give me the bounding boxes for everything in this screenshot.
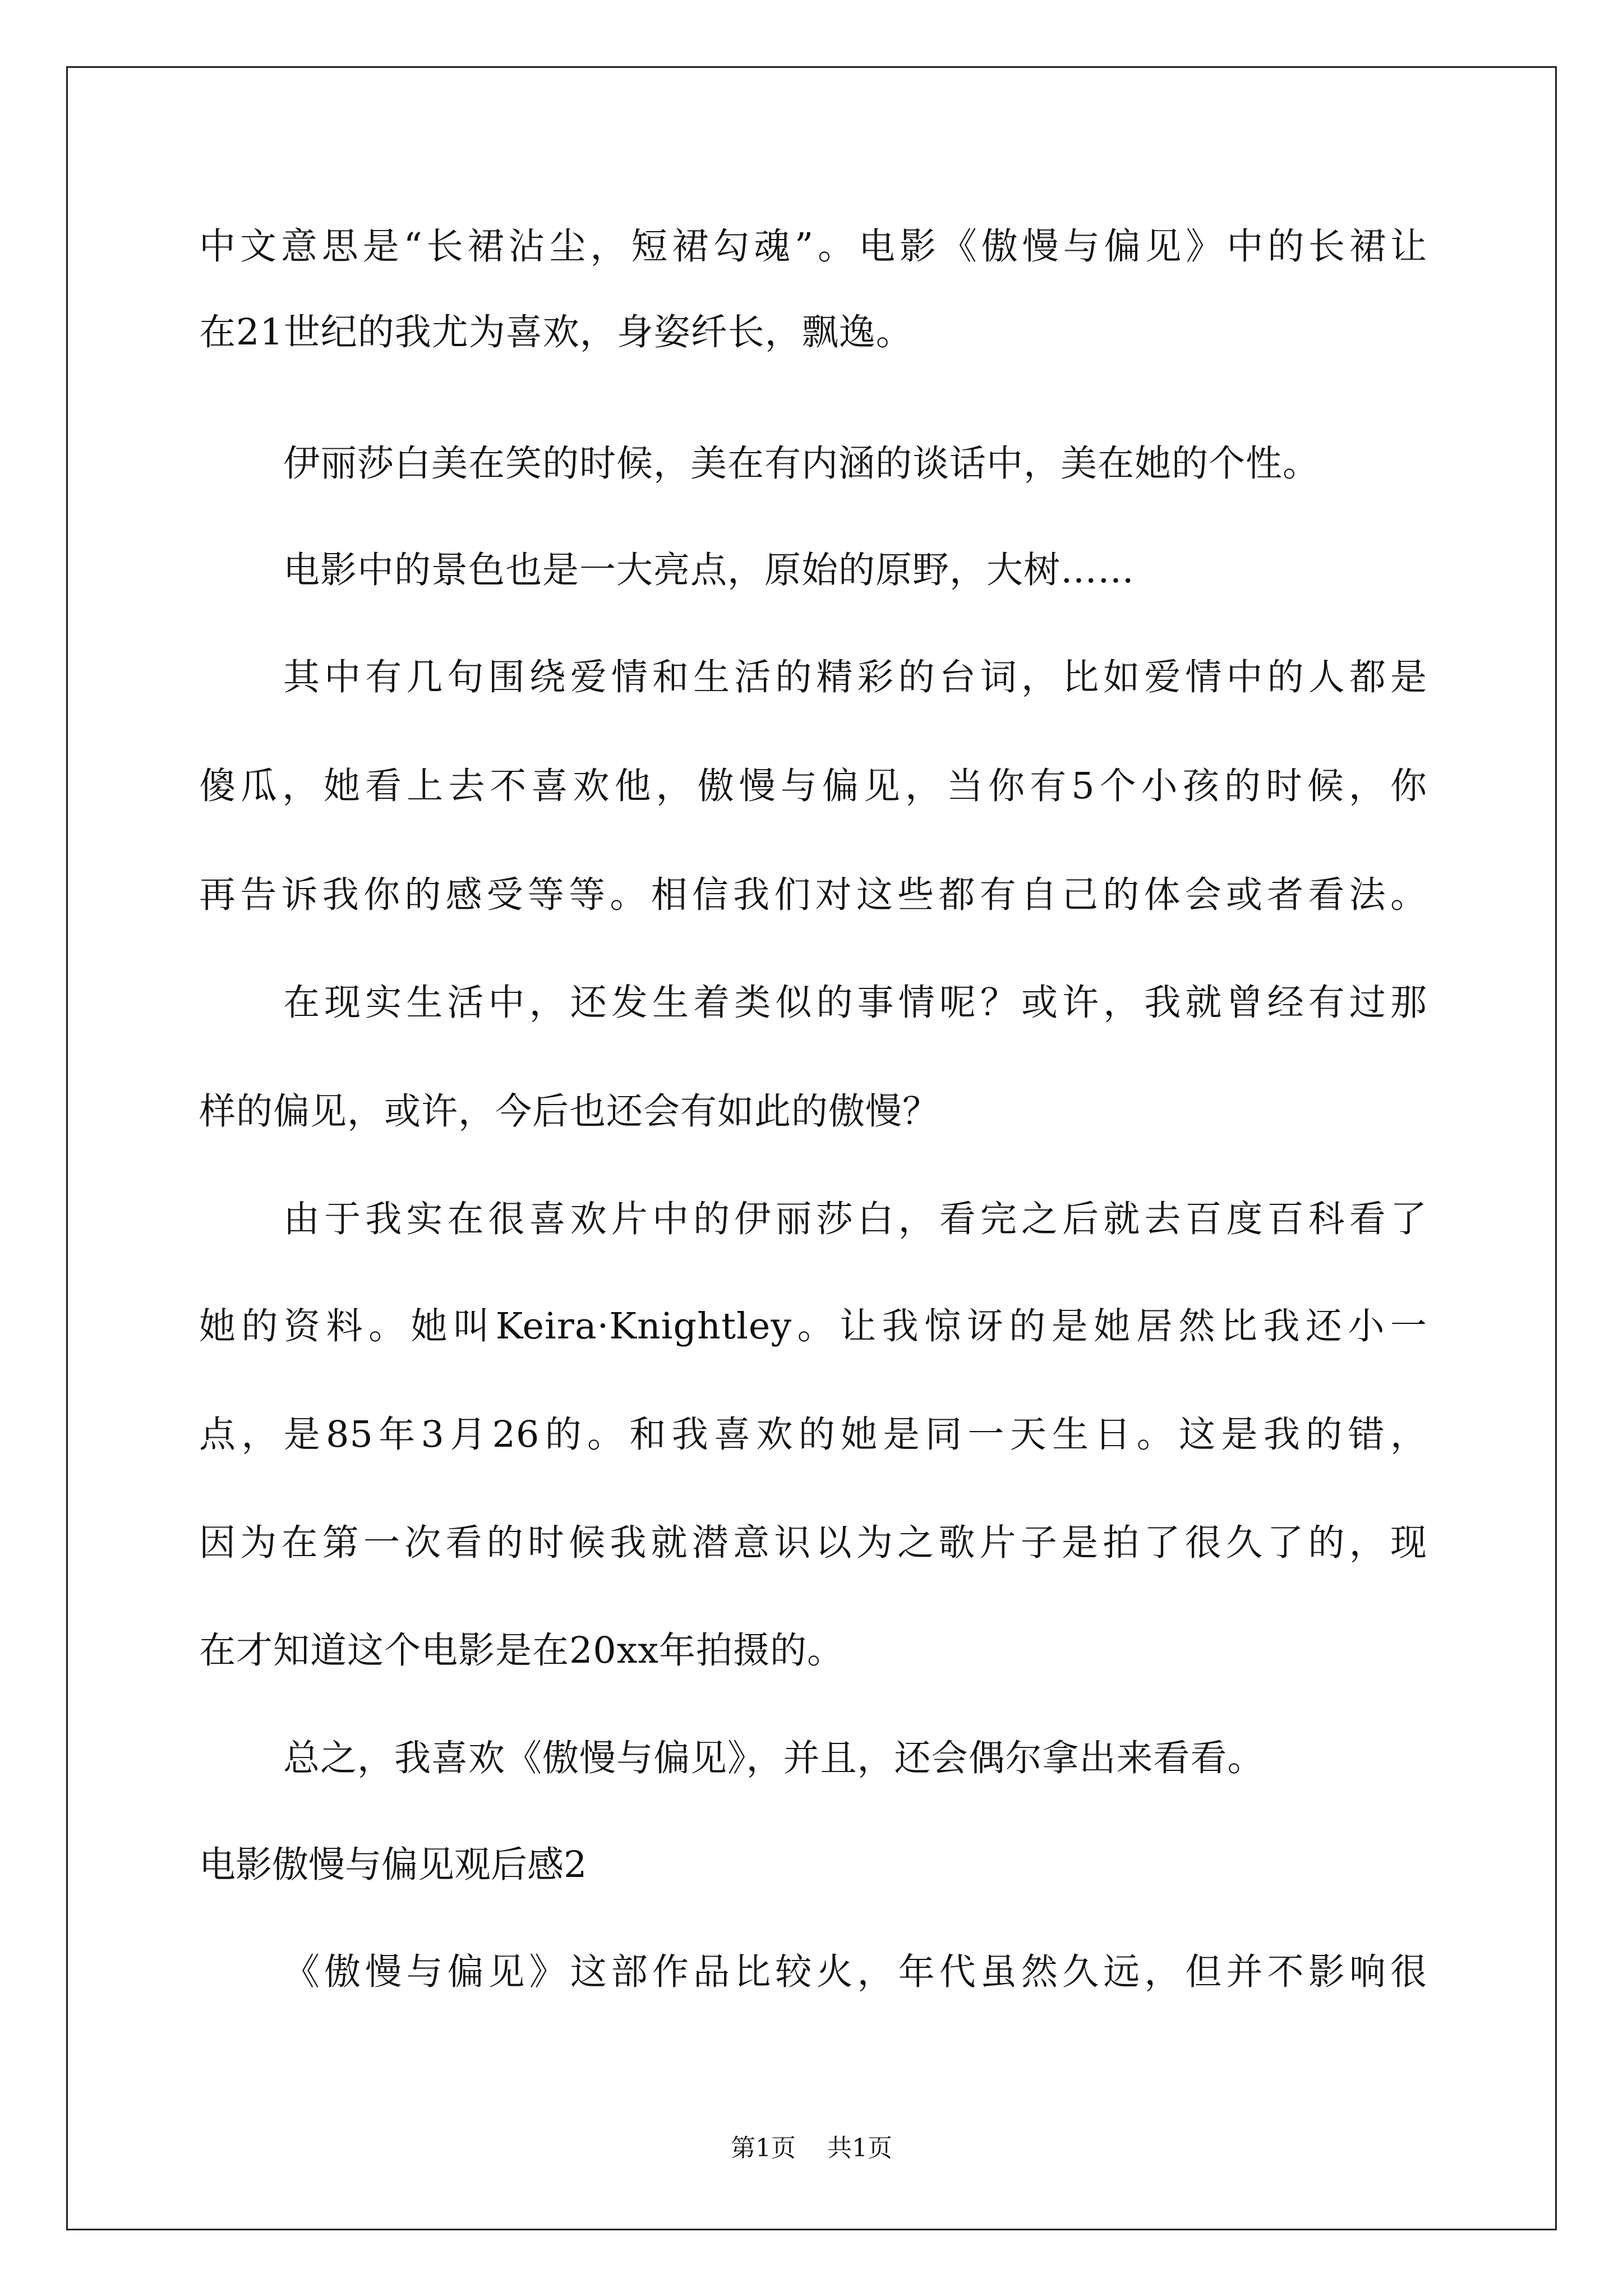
paragraph-line: 中文意思是“长裙沾尘，短裙勾魂”。电影《傲慢与偏见》中的长裙让 (199, 226, 1427, 268)
paragraph-line: 点，是85年3月26的。和我喜欢的她是同一天生日。这是我的错， (199, 1414, 1427, 1456)
paragraph-line: 由于我实在很喜欢片中的伊丽莎白，看完之后就去百度百科看了 (283, 1198, 1427, 1240)
paragraph-line: 样的偏见，或许，今后也还会有如此的傲慢？ (199, 1091, 940, 1133)
paragraph-line: 傻瓜，她看上去不喜欢他，傲慢与偏见，当你有5个小孩的时候，你 (199, 765, 1427, 807)
paragraph-line: 在现实生活中，还发生着类似的事情呢？或许，我就曾经有过那 (283, 982, 1427, 1024)
paragraph-line: 在才知道这个电影是在20xx年拍摄的。 (199, 1630, 845, 1672)
paragraph-line: 其中有几句围绕爱情和生活的精彩的台词，比如爱情中的人都是 (283, 656, 1427, 698)
section-heading: 电影傲慢与偏见观后感2 (199, 1844, 587, 1886)
paragraph-line: 《傲慢与偏见》这部作品比较火，年代虽然久远，但并不影响很 (283, 1951, 1427, 1993)
paragraph-line: 伊丽莎白美在笑的时候，美在有内涵的谈话中，美在她的个性。 (283, 443, 1320, 485)
paragraph-line: 因为在第一次看的时候我就潜意识以为之歌片子是拍了很久了的，现 (199, 1522, 1427, 1564)
page-footer (0, 2132, 1623, 2165)
page-number: 第1页 (731, 2134, 796, 2162)
page-border (66, 66, 1557, 2230)
paragraph-line: 在21世纪的我尤为喜欢，身姿纤长，飘逸。 (199, 311, 913, 353)
paragraph-line: 总之，我喜欢《傲慢与偏见》，并且，还会偶尔拿出来看看。 (283, 1737, 1265, 1779)
paragraph-line: 她的资料。她叫Keira·Knightley。让我惊讶的是她居然比我还小一 (199, 1305, 1427, 1347)
page-total: 共1页 (827, 2134, 892, 2162)
paragraph-line: 再告诉我你的感受等等。相信我们对这些都有自己的体会或者看法。 (199, 874, 1427, 916)
paragraph-line: 电影中的景色也是一大亮点，原始的原野，大树…… (283, 549, 1135, 591)
